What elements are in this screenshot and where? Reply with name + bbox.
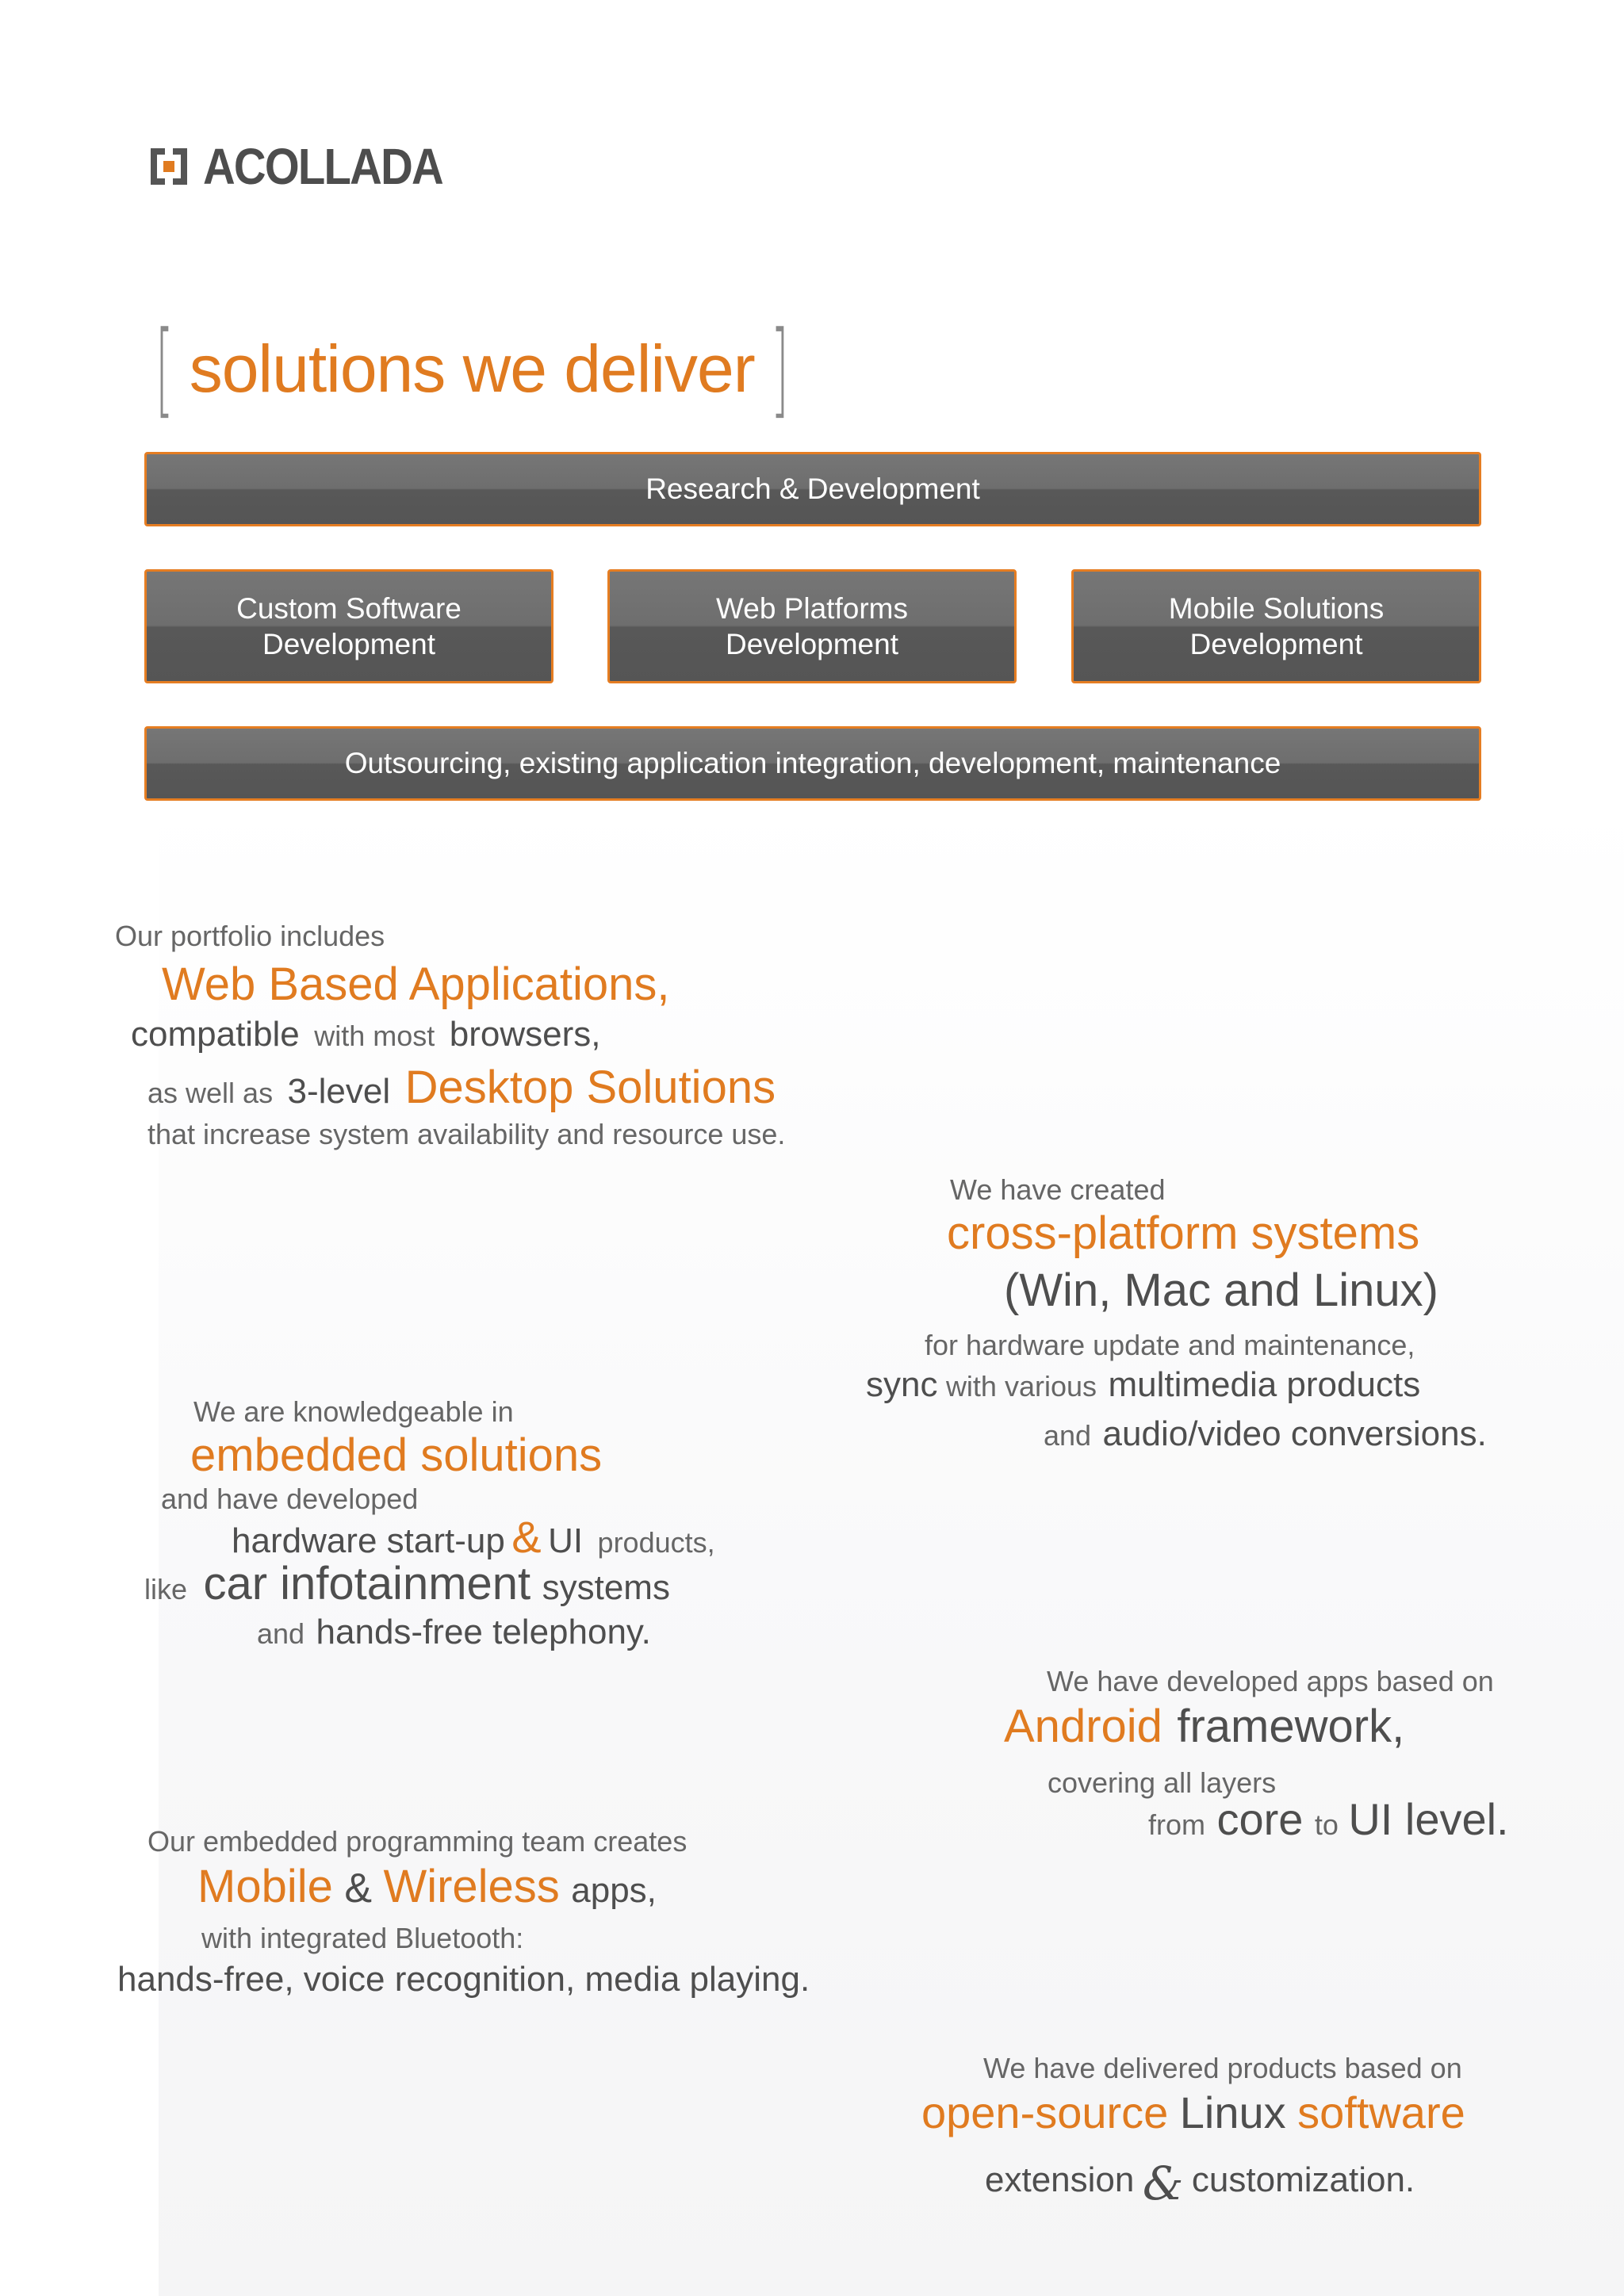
portfolio-intro: Our portfolio includes [115, 920, 385, 952]
with-most-text: with most [314, 1020, 435, 1052]
embedded-intro: We are knowledgeable in [193, 1395, 514, 1428]
products-text: products, [597, 1526, 715, 1559]
logo-wordmark: ACOLLADA [203, 138, 442, 195]
box-label-line2: Development [1189, 628, 1363, 660]
portfolio-tail: that increase system availability and resource use. [147, 1118, 786, 1150]
box-label: Research & Development [645, 473, 980, 506]
logo [147, 138, 475, 195]
mobile-text: Mobile [197, 1861, 333, 1912]
box-custom-software [144, 569, 553, 683]
ui-text: UI [548, 1521, 584, 1560]
systems-text: systems [542, 1568, 670, 1607]
extension-text: extension [985, 2160, 1135, 2199]
customization-text: customization. [1191, 2160, 1415, 2199]
as-well-as-text: as well as [147, 1077, 274, 1109]
ampersand-text: & [344, 1866, 372, 1911]
box-label-line2: Development [725, 628, 898, 660]
box-mobile-solutions [1071, 569, 1481, 683]
box-label-line1: Custom Software [236, 591, 462, 625]
box-outsourcing [144, 726, 1481, 801]
car-infotainment-text: car infotainment [203, 1558, 531, 1609]
bracket-open: [ [155, 308, 174, 429]
box-label: Outsourcing, existing application integration, development, maintenance [344, 747, 1281, 780]
embedded-title: embedded solutions [190, 1429, 603, 1481]
android-line [1004, 1700, 1404, 1753]
bracket-close: ] [770, 308, 789, 429]
opensource-intro: We have delivered products based on [983, 2052, 1462, 2084]
cross-platform-intro: We have created [950, 1173, 1166, 1206]
mobile-features: hands-free, voice recognition, media playing. [117, 1960, 810, 1999]
embedded-handsfree-line [257, 1613, 651, 1652]
wireless-text: Wireless [383, 1861, 560, 1912]
ampersand-text: & [1142, 2156, 1184, 2210]
conversions-text: audio/video conversions. [1102, 1414, 1487, 1453]
opensource-extension-line [985, 2149, 1415, 2210]
android-intro: We have developed apps based on [1047, 1665, 1494, 1697]
from-text: from [1148, 1808, 1205, 1841]
box-research-development [144, 452, 1481, 526]
three-level-text: 3-level [287, 1072, 391, 1111]
like-text: like [144, 1573, 188, 1605]
framework-text: framework, [1177, 1701, 1405, 1752]
and-text: and [1044, 1419, 1092, 1452]
linux-text: Linux [1179, 2087, 1286, 2137]
embedded-developed: and have developed [161, 1483, 419, 1515]
open-source-text: open-source [921, 2087, 1169, 2137]
embedded-car-line [144, 1557, 670, 1610]
box-label-line2: Development [262, 628, 435, 660]
cross-platform-os: (Win, Mac and Linux) [1004, 1265, 1438, 1316]
hardware-text: hardware start-up [232, 1521, 505, 1560]
mobile-bluetooth: with integrated Bluetooth: [201, 1922, 524, 1954]
portfolio-line-compatible [131, 1015, 600, 1054]
box-label-line1: Mobile Solutions [1168, 591, 1385, 625]
browsers-text: browsers, [449, 1015, 601, 1054]
portfolio-web-apps: Web Based Applications, [162, 959, 670, 1010]
mobile-intro: Our embedded programming team creates [147, 1825, 688, 1858]
cross-platform-conversions-line [1044, 1414, 1487, 1454]
android-text: Android [1004, 1701, 1162, 1752]
cross-platform-sync-line [866, 1365, 1420, 1405]
sync-text: sync [866, 1365, 938, 1404]
desktop-solutions-text: Desktop Solutions [404, 1062, 776, 1113]
ui-level-text: UI level. [1348, 1794, 1509, 1844]
with-various-text: with various [945, 1370, 1097, 1402]
page-title [144, 308, 799, 429]
box-label-line1: Web Platforms [716, 591, 908, 625]
ampersand-text: & [511, 1512, 542, 1562]
portfolio-line-desktop [147, 1061, 776, 1114]
mobile-line [197, 1860, 657, 1913]
android-covering: covering all layers [1048, 1766, 1277, 1799]
handsfree-text: hands-free telephony. [316, 1613, 651, 1651]
title-text: solutions we deliver [189, 331, 755, 406]
box-web-platforms [607, 569, 1017, 683]
embedded-hardware-line [232, 1511, 715, 1563]
and-text: and [257, 1617, 305, 1650]
cross-platform-title: cross-platform systems [947, 1207, 1420, 1259]
cross-platform-line1: for hardware update and maintenance, [925, 1329, 1415, 1361]
android-core-line [1148, 1793, 1509, 1845]
opensource-line [921, 2087, 1465, 2138]
apps-text: apps, [571, 1871, 657, 1910]
compatible-text: compatible [131, 1015, 300, 1054]
to-text: to [1314, 1808, 1339, 1841]
acollada-logo-icon [147, 145, 190, 188]
core-text: core [1216, 1794, 1304, 1844]
software-text: software [1297, 2087, 1465, 2137]
multimedia-text: multimedia products [1108, 1365, 1421, 1404]
